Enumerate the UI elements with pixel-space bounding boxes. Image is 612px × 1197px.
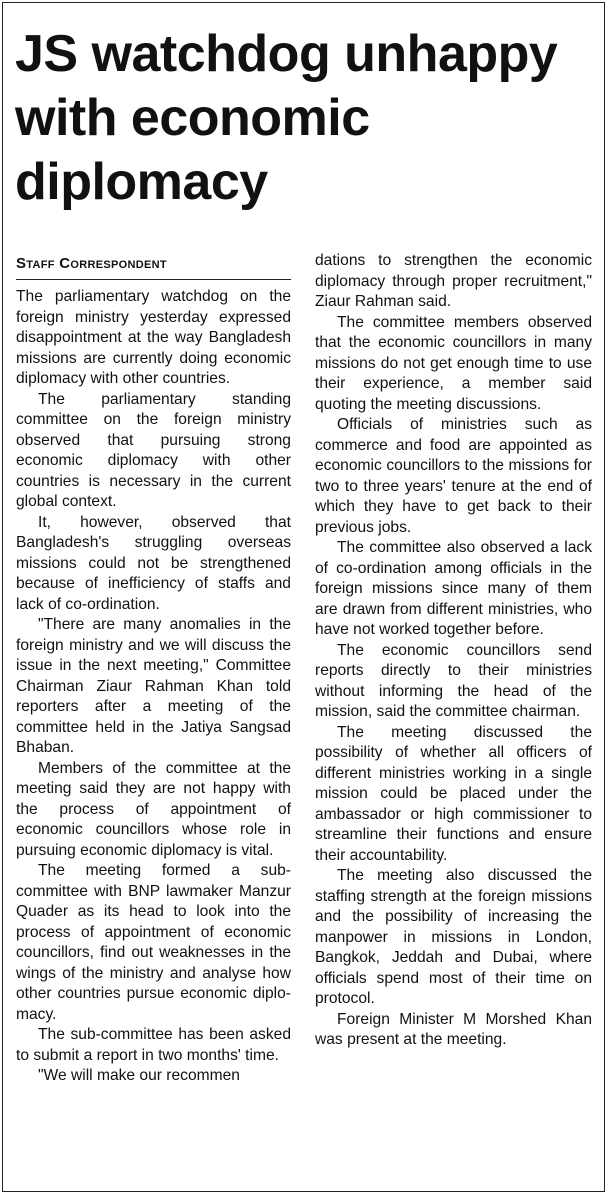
article-paragraph: Officials of ministries such as commerce and food are appointed as economic councillors to the missions for two to three years' tenure at the end of which they have to get back to their previous jobs. (315, 416, 592, 536)
article-paragraph: The economic councillors send reports directly to their ministries without informing the head of the mission, said the committee chairman. (315, 641, 592, 720)
headline: JS watchdog unhappy with economic diplomacy (15, 25, 558, 211)
article-paragraph: The parliamentary watchdog on the foreign ministry yesterday expressed disappointment at the way Bangladesh missions are currently doing economic diplomacy with other countries. (16, 288, 291, 387)
article-column-right (315, 250, 592, 1051)
article-column-left (16, 250, 291, 1087)
article-paragraph: The committee members observed that the economic councillors in many missions do not get enough time to use their experience, a member said quoting the meeting discussions. (315, 313, 592, 413)
article-paragraph: The meeting discussed the possibility of whether all officers of different ministries working in a single mission could be placed under the ambassador or high commissioner to streamline their functions and ensure their accountability. (315, 723, 592, 864)
article-paragraph: Members of the committee at the meeting said they are not happy with the process of appointment of economic councillors whose role in pursuing economic diplomacy is vital. (16, 759, 291, 859)
article-paragraph: "We will make our recommen (38, 1067, 240, 1084)
article-paragraph: The committee also observed a lack of co-ordination among officials in the foreign missions since many of them are drawn from different ministries, who have not worked together before. (315, 539, 592, 638)
article-paragraph: The parliamentary standing committee on the foreign ministry observed that pursuing strong economic diplomacy with other countries is necessary in the current global context. (16, 390, 291, 510)
byline: Staff Correspondent (16, 254, 291, 280)
article-paragraph-continued: dations to strengthen the economic diplomacy through proper recruitment," Ziaur Rahman said. (315, 252, 592, 310)
article-paragraph: The meeting also discussed the staffing strength at the foreign missions and the possibility of increasing the manpower in missions in London, Bangkok, Jeddah and Dubai, where officials spend most of their time on protocol. (315, 867, 592, 1007)
article-paragraph: The sub-committee has been asked to submit a report in two months' time. (16, 1026, 291, 1064)
article-paragraph: The meeting formed a sub-committee with BNP lawmaker Manzur Quader as its head to look into the process of appointment of economic councillors, find out weaknesses in the wings of the ministry and analyse how other countries pursue economic diplomacy. (16, 862, 291, 1023)
article-paragraph: It, however, observed that Bangladesh's struggling overseas missions could not be strengthened because of inefficiency of staffs and lack of co-ordination. (16, 513, 291, 613)
article-paragraph: "There are many anomalies in the foreign ministry and we will discuss the issue in the next meeting," Committee Chairman Ziaur Rahman Khan told reporters after a meeting of the committee held in the Jatiya Sangsad Bhaban. (16, 616, 291, 756)
article-paragraph: Foreign Minister M Morshed Khan was present at the meeting. (315, 1010, 592, 1048)
